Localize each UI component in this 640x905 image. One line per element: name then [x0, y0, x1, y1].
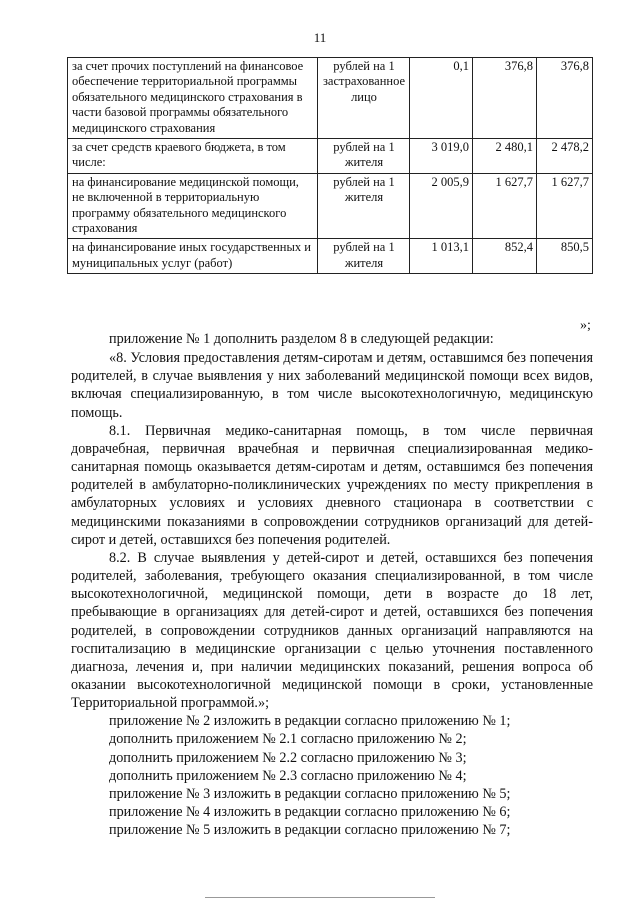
row-description: на финансирование медицинской помощи, не включенной в территориальную программу обязательного медицинского страхования [68, 173, 318, 239]
section-8-1: 8.1. Первичная медико-санитарная помощь, в том числе первичная доврачебная, первичная врачебная и первичная специализированная медико-санитарная помощь оказывается детям-сиротам и детям, оставшимся без попечения родителей в амбулаторно-поликлинических учреждениях по месту прикрепления в амбулаторных условиях и условиях дневного стационара в соответствии с медицинскими показаниями в сопровождении сотрудников организаций для детей-сирот и детей, оставшихся без попечения родителей. [71, 422, 593, 548]
row-value-2: 2 480,1 [473, 139, 537, 174]
amendment-item: приложение № 4 изложить в редакции согласно приложению № 6; [109, 804, 511, 821]
financing-table [67, 57, 593, 274]
row-description: на финансирование иных государственных и муниципальных услуг (работ) [68, 239, 318, 274]
row-unit: рублей на 1 жителя [318, 239, 410, 274]
row-description: за счет прочих поступлений на финансовое обеспечение территориальной программы обязательного медицинского страхования в части базовой программы обязательного медицинского страхования [68, 58, 318, 139]
amendment-item: дополнить приложением № 2.1 согласно приложению № 2; [109, 731, 467, 748]
amendment-item: приложение № 5 изложить в редакции согласно приложению № 7; [109, 822, 511, 839]
amendment-item: приложение № 3 изложить в редакции согласно приложению № 5; [109, 785, 511, 802]
row-unit: рублей на 1 застрахованное лицо [318, 58, 410, 139]
row-value-2: 376,8 [473, 58, 537, 139]
document-body [71, 330, 593, 839]
amendment-item: дополнить приложением № 2.2 согласно приложению № 3; [109, 749, 467, 766]
row-value-3: 376,8 [537, 58, 593, 139]
row-value-3: 850,5 [537, 239, 593, 274]
row-description: за счет средств краевого бюджета, в том числе: [68, 139, 318, 174]
row-value-1: 3 019,0 [410, 139, 473, 174]
row-value-2: 852,4 [473, 239, 537, 274]
table-row [68, 239, 593, 274]
amendment-item: приложение № 2 изложить в редакции согласно приложению № 1; [109, 713, 511, 730]
table-row [68, 58, 593, 139]
scan-edge-line [205, 897, 435, 898]
row-value-2: 1 627,7 [473, 173, 537, 239]
section-8-heading: «8. Условия предоставления детям-сиротам и детям, оставшимся без попечения родителей, в случае выявления у них заболеваний медицинской помощи всех видов, включая специализированную, в том числе высокотехнологичную, медицинскую помощь. [71, 350, 593, 421]
amendment-item: дополнить приложением № 2.3 согласно приложению № 4; [109, 767, 467, 784]
table-closing-quote: »; [580, 318, 591, 333]
amendment-intro: приложение № 1 дополнить разделом 8 в следующей редакции: [109, 331, 494, 347]
table-row [68, 139, 593, 174]
table-row [68, 173, 593, 239]
row-value-3: 2 478,2 [537, 139, 593, 174]
page-number: 11 [313, 30, 327, 45]
section-8-2: 8.2. В случае выявления у детей-сирот и детей, оставшихся без попечения родителей, заболевания, требующего оказания специализированной, в том числе высокотехнологичной, медицинской помощи, дети в возрасте до 18 лет, пребывающие в организациях для детей-сирот и детей, оставшихся без попечения родителей, в сопровождении сотрудников данных организаций направляются на госпитализацию в медицинские организации с целью уточнения поставленного диагноза, лечения и, при наличии медицинских показаний, решения вопроса об оказании высокотехнологичной медицинской помощи в сроки, установленные Территориальной программой.»; [71, 549, 593, 712]
row-value-1: 1 013,1 [410, 239, 473, 274]
row-unit: рублей на 1 жителя [318, 173, 410, 239]
row-unit: рублей на 1 жителя [318, 139, 410, 174]
row-value-1: 0,1 [410, 58, 473, 139]
row-value-1: 2 005,9 [410, 173, 473, 239]
row-value-3: 1 627,7 [537, 173, 593, 239]
